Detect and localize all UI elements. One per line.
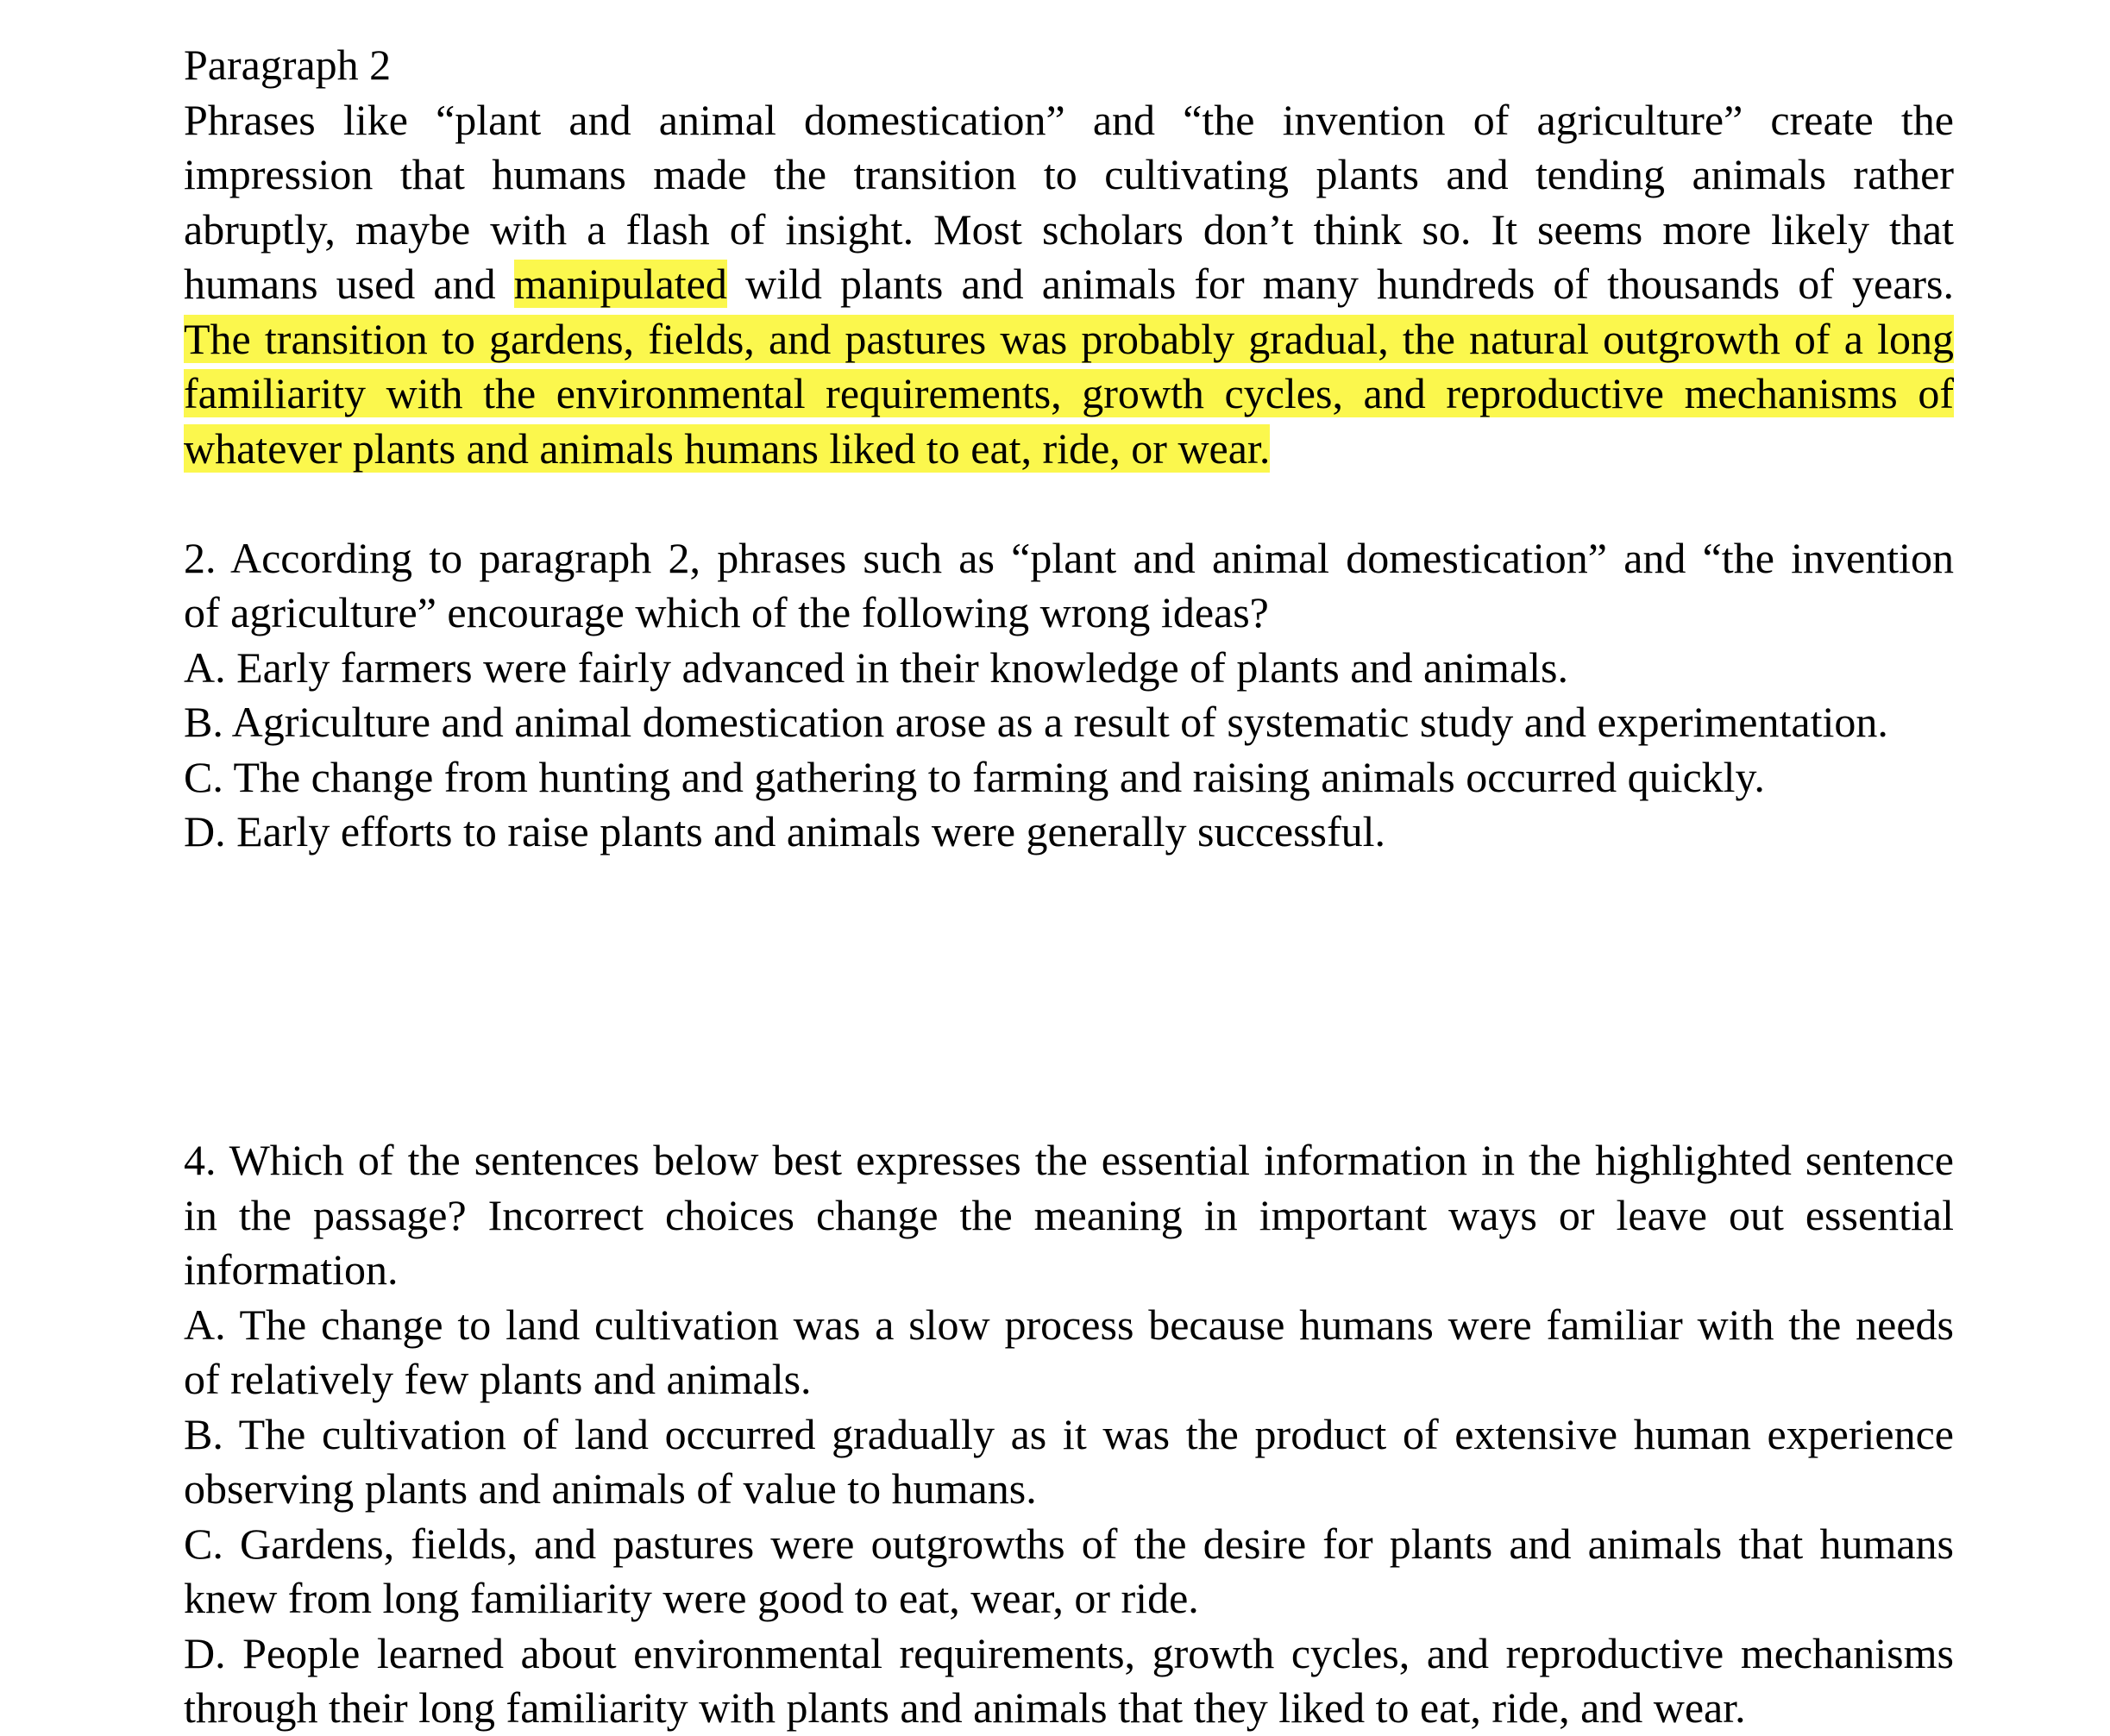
highlighted-text: whatever plants and animals humans liked to eat, ride, or wear. xyxy=(184,423,1271,473)
question-2 xyxy=(184,531,1954,860)
question-stem: 2. According to paragraph 2, phrases such as “plant and animal domestication” and “the invention xyxy=(184,533,1954,582)
passage-text: wild plants and animals for many hundreds of thousands of years. xyxy=(726,260,1955,308)
passage-line xyxy=(184,257,1954,312)
document xyxy=(184,38,1954,1736)
passage xyxy=(184,38,1954,476)
highlighted-sentence-line xyxy=(184,312,1954,367)
passage-line: Phrases like “plant and animal domestication” and “the invention of agriculture” create the xyxy=(184,95,1954,144)
question-stem: of agriculture” encourage which of the following wrong ideas? xyxy=(184,588,1269,636)
highlighted-sentence-line xyxy=(184,422,1954,477)
highlighted-word: manipulated xyxy=(513,260,727,308)
highlighted-text: The transition to gardens, fields, and pastures was probably gradual, the natural outgrowth of a long xyxy=(184,314,1954,363)
answer-option-d[interactable]: D. Early efforts to raise plants and animals were generally successful. xyxy=(184,807,1386,855)
option-line: C. Gardens, fields, and pastures were outgrowths of the desire for plants and animals that humans xyxy=(184,1519,1954,1568)
highlighted-text: familiarity with the environmental requirements, growth cycles, and reproductive mechanisms of xyxy=(184,369,1954,417)
answer-option-a[interactable] xyxy=(184,1298,1954,1407)
option-line: B. The cultivation of land occurred gradually as it was the product of extensive human experience xyxy=(184,1409,1954,1458)
spacer xyxy=(184,860,1954,1134)
option-line: of relatively few plants and animals. xyxy=(184,1355,812,1403)
passage-line: impression that humans made the transition to cultivating plants and tending animals rather xyxy=(184,150,1954,198)
option-line: D. People learned about environmental requirements, growth cycles, and reproductive mechanisms xyxy=(184,1628,1954,1677)
highlighted-sentence-line xyxy=(184,367,1954,422)
option-line: A. The change to land cultivation was a slow process because humans were familiar with the needs xyxy=(184,1300,1954,1349)
question-stem: information. xyxy=(184,1245,399,1294)
passage-text: humans used and xyxy=(184,260,514,308)
answer-option-c[interactable] xyxy=(184,1517,1954,1626)
option-line: through their long familiarity with plants and animals that they liked to eat, ride, and wear. xyxy=(184,1683,1746,1732)
answer-option-d[interactable] xyxy=(184,1626,1954,1736)
question-stem: in the passage? Incorrect choices change the meaning in important ways or leave out essential xyxy=(184,1190,1954,1239)
question-4 xyxy=(184,1133,1954,1736)
option-line: knew from long familiarity were good to eat, wear, or ride. xyxy=(184,1574,1199,1622)
answer-option-c[interactable]: C. The change from hunting and gathering to farming and raising animals occurred quickly. xyxy=(184,752,1765,801)
passage-line: abruptly, maybe with a flash of insight. Most scholars don’t think so. It seems more likely that xyxy=(184,204,1954,254)
paragraph-heading: Paragraph 2 xyxy=(184,41,392,89)
question-stem: 4. Which of the sentences below best expresses the essential information in the highlighted sentence xyxy=(184,1136,1954,1184)
spacer xyxy=(184,476,1954,531)
answer-option-b[interactable]: B. Agriculture and animal domestication arose as a result of systematic study and experimentation. xyxy=(184,698,1888,746)
answer-option-b[interactable] xyxy=(184,1407,1954,1517)
option-line: observing plants and animals of value to humans. xyxy=(184,1464,1037,1513)
answer-option-a[interactable]: A. Early farmers were fairly advanced in their knowledge of plants and animals. xyxy=(184,642,1568,692)
